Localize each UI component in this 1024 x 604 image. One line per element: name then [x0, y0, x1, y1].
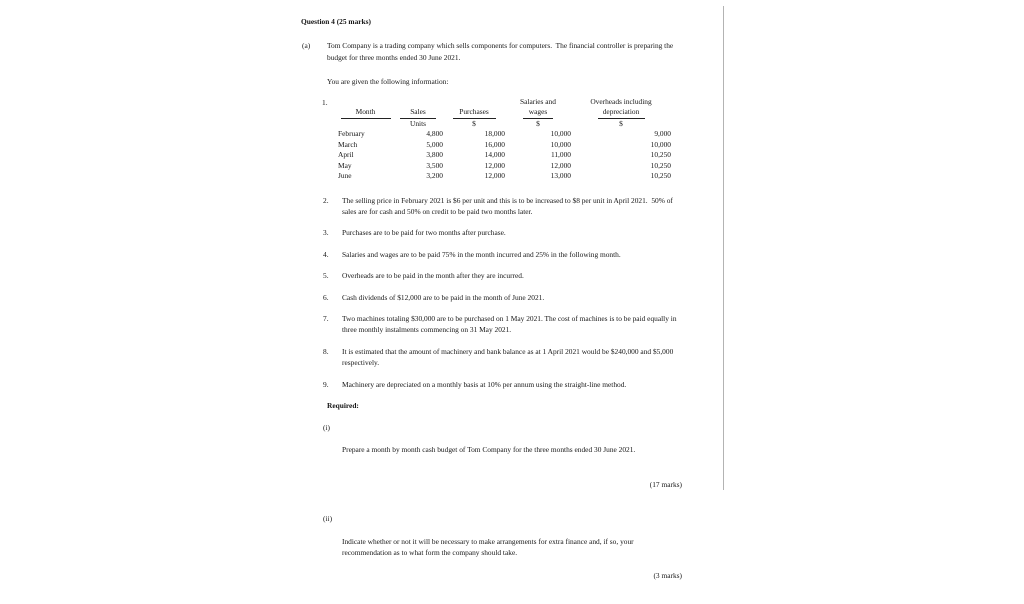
cell-sales: 3,500 — [426, 160, 443, 170]
item-number: 8. — [323, 346, 329, 356]
budget-table — [338, 97, 671, 182]
task-marks: (3 marks) — [653, 570, 682, 580]
table-header-top-row — [338, 97, 671, 108]
units-cell-sales: Units — [409, 118, 426, 128]
header-cell-salaries-line1: Salaries and — [520, 96, 556, 106]
table-row — [338, 150, 671, 161]
task-body — [342, 513, 682, 604]
part-a — [302, 40, 682, 63]
numbered-item-6 — [323, 292, 682, 303]
cell-purchases: 16,000 — [484, 139, 505, 149]
header-cell — [443, 97, 505, 108]
units-cell-overheads: $ — [619, 118, 623, 128]
cell-overheads: 10,250 — [650, 171, 671, 181]
item-number: 9. — [323, 379, 329, 389]
cell-month: May — [338, 160, 352, 170]
numbered-item-1 — [322, 97, 682, 182]
task-body — [342, 422, 682, 513]
units-cell — [338, 119, 393, 130]
numbered-item-5 — [323, 270, 682, 281]
cell-overheads: 10,000 — [650, 139, 671, 149]
units-cell-salaries: $ — [536, 118, 540, 128]
cell-overheads: 9,000 — [654, 129, 671, 139]
item-text: It is estimated that the amount of machinery and bank balance as at 1 April 2021 would be $240,000 and $5,000 respectively. — [342, 346, 676, 368]
cell-salaries: 10,000 — [550, 129, 571, 139]
part-a-label: (a) — [302, 41, 311, 51]
item-text: Purchases are to be paid for two months after purchase. — [342, 228, 506, 238]
cell-month: February — [338, 129, 365, 139]
table-units-row — [338, 119, 671, 130]
required-task-ii — [323, 513, 682, 604]
item-text: Salaries and wages are to be paid 75% in the month incurred and 25% in the following month. — [342, 249, 621, 259]
numbered-item-7 — [323, 313, 682, 336]
task-number: (i) — [323, 422, 330, 432]
page-edge-divider — [723, 6, 724, 490]
cell-sales: 5,000 — [426, 139, 443, 149]
numbered-item-9 — [323, 379, 682, 390]
cell-month: June — [338, 171, 352, 181]
numbered-item-8 — [323, 346, 682, 369]
required-heading: Required: — [327, 401, 359, 411]
cell-purchases: 12,000 — [484, 160, 505, 170]
item-number: 5. — [323, 271, 329, 281]
units-cell-purchases: $ — [472, 118, 476, 128]
cell-purchases: 14,000 — [484, 150, 505, 160]
table-row — [338, 161, 671, 172]
task-text: Indicate whether or not it will be necessary to make arrangements for extra finance and, if so, your recommendation as to what form the company should take. — [342, 536, 636, 557]
question-title: Question 4 (25 marks) — [301, 17, 372, 26]
item-text: Two machines totaling $30,000 are to be purchased on 1 May 2021. The cost of machines is to be paid equally in three monthly instalments commencing on 31 May 2021. — [342, 314, 679, 335]
item-text: Machinery are depreciated on a monthly basis at 10% per annum using the straight-line method. — [342, 379, 627, 389]
task-marks: (17 marks) — [649, 479, 682, 489]
header-cell — [338, 97, 393, 108]
header-cell-sales: Sales — [393, 107, 443, 119]
required-task-i — [323, 422, 682, 513]
header-cell-salaries-line2: wages — [505, 107, 571, 119]
cell-salaries: 13,000 — [550, 171, 571, 181]
cell-purchases: 12,000 — [484, 171, 505, 181]
cell-month: April — [338, 150, 354, 160]
header-cell-overheads-line1: Overheads including — [590, 96, 652, 106]
item-text: Overheads are to be paid in the month after they are incurred. — [342, 271, 524, 281]
item-text: The selling price in February 2021 is $6 per unit and this is to be increased to $8 per unit in April 2021. 50% of sales are for cash and 50% on credit to be paid two months later. — [342, 195, 675, 217]
cell-sales: 3,200 — [426, 171, 443, 181]
header-cell-month: Month — [338, 107, 393, 119]
task-text: Prepare a month by month cash budget of Tom Company for the three months ended 30 June 2021. — [342, 445, 636, 455]
cell-salaries: 10,000 — [550, 139, 571, 149]
exam-page — [301, 16, 682, 604]
item-1-number: 1. — [322, 97, 328, 107]
cell-salaries: 11,000 — [550, 150, 571, 160]
cell-overheads: 10,250 — [650, 160, 671, 170]
item-text: Cash dividends of $12,000 are to be paid in the month of June 2021. — [342, 292, 545, 302]
header-cell-purchases: Purchases — [443, 107, 505, 119]
cell-salaries: 12,000 — [550, 160, 571, 170]
task-number: (ii) — [323, 513, 333, 523]
cell-month: March — [338, 139, 358, 149]
table-row — [338, 140, 671, 151]
cell-overheads: 10,250 — [650, 150, 671, 160]
cell-sales: 4,800 — [426, 129, 443, 139]
cell-sales: 3,800 — [426, 150, 443, 160]
header-cell — [393, 97, 443, 108]
item-number: 7. — [323, 314, 329, 324]
header-cell-overheads-line2: depreciation — [571, 107, 671, 119]
cell-purchases: 18,000 — [484, 129, 505, 139]
table-row — [338, 171, 671, 182]
intro-line: You are given the following information: — [327, 77, 449, 87]
item-number: 3. — [323, 228, 329, 238]
numbered-item-2 — [323, 195, 682, 218]
item-number: 4. — [323, 249, 329, 259]
numbered-item-4 — [323, 249, 682, 260]
table-row — [338, 129, 671, 140]
table-header-main-row — [338, 107, 671, 119]
item-number: 6. — [323, 292, 329, 302]
part-a-text: Tom Company is a trading company which sells components for computers. The financial controller is preparing the budget for three months ended 30 June 2021. — [327, 41, 676, 62]
numbered-item-3 — [323, 227, 682, 238]
item-number: 2. — [323, 195, 329, 205]
